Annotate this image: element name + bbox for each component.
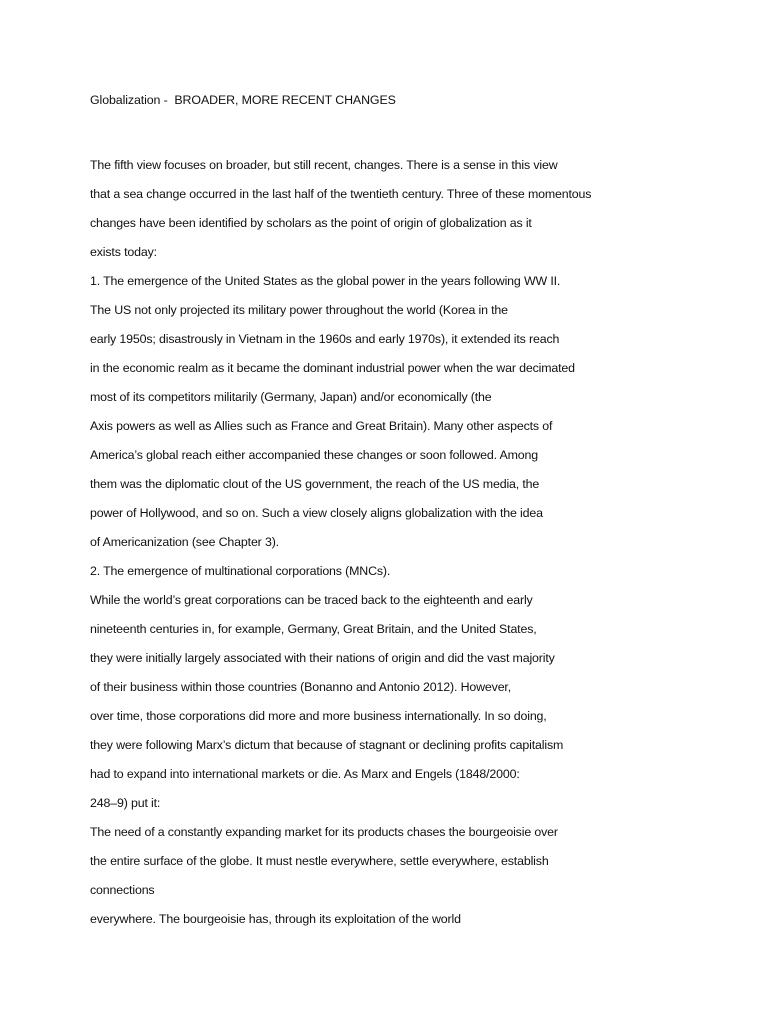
text-line: The need of a constantly expanding market for its products chases the bourgeoisie over: [90, 825, 558, 839]
text-line: early 1950s; disastrously in Vietnam in the 1960s and early 1970s), it extended its reach: [90, 332, 560, 346]
text-line: connections: [90, 883, 155, 897]
text-line: of Americanization (see Chapter 3).: [90, 535, 279, 549]
text-line: most of its competitors militarily (Germany, Japan) and/or economically (the: [90, 390, 492, 404]
document-body: [90, 151, 750, 934]
text-line: The fifth view focuses on broader, but still recent, changes. There is a sense in this view: [90, 158, 558, 172]
text-line: The US not only projected its military power throughout the world (Korea in the: [90, 303, 508, 317]
text-line: 248–9) put it:: [90, 796, 161, 810]
text-line: power of Hollywood, and so on. Such a view closely aligns globalization with the idea: [90, 506, 543, 520]
text-line: While the world’s great corporations can be traced back to the eighteenth and early: [90, 593, 533, 607]
text-line: they were following Marx’s dictum that because of stagnant or declining profits capitalism: [90, 738, 564, 752]
text-line: America’s global reach either accompanied these changes or soon followed. Among: [90, 448, 539, 462]
text-line: everywhere. The bourgeoisie has, through its exploitation of the world: [90, 912, 461, 926]
text-line: that a sea change occurred in the last half of the twentieth century. Three of these momentous: [90, 187, 592, 201]
document-title: Globalization - BROADER, MORE RECENT CHANGES: [90, 93, 396, 107]
text-line: had to expand into international markets or die. As Marx and Engels (1848/2000:: [90, 767, 520, 781]
text-line: in the economic realm as it became the dominant industrial power when the war decimated: [90, 361, 575, 375]
text-line: 1. The emergence of the United States as the global power in the years following WW II.: [90, 274, 561, 288]
text-line: Axis powers as well as Allies such as France and Great Britain). Many other aspects of: [90, 419, 553, 433]
text-line: the entire surface of the globe. It must nestle everywhere, settle everywhere, establish: [90, 854, 549, 868]
text-line: them was the diplomatic clout of the US government, the reach of the US media, the: [90, 477, 540, 491]
text-line: changes have been identified by scholars as the point of origin of globalization as it: [90, 216, 532, 230]
text-line: 2. The emergence of multinational corporations (MNCs).: [90, 564, 391, 578]
text-line: over time, those corporations did more and more business internationally. In so doing,: [90, 709, 547, 723]
text-line: nineteenth centuries in, for example, Germany, Great Britain, and the United States,: [90, 622, 537, 636]
text-line: of their business within those countries (Bonanno and Antonio 2012). However,: [90, 680, 512, 694]
text-line: they were initially largely associated with their nations of origin and did the vast majority: [90, 651, 555, 665]
text-line: exists today:: [90, 245, 157, 259]
